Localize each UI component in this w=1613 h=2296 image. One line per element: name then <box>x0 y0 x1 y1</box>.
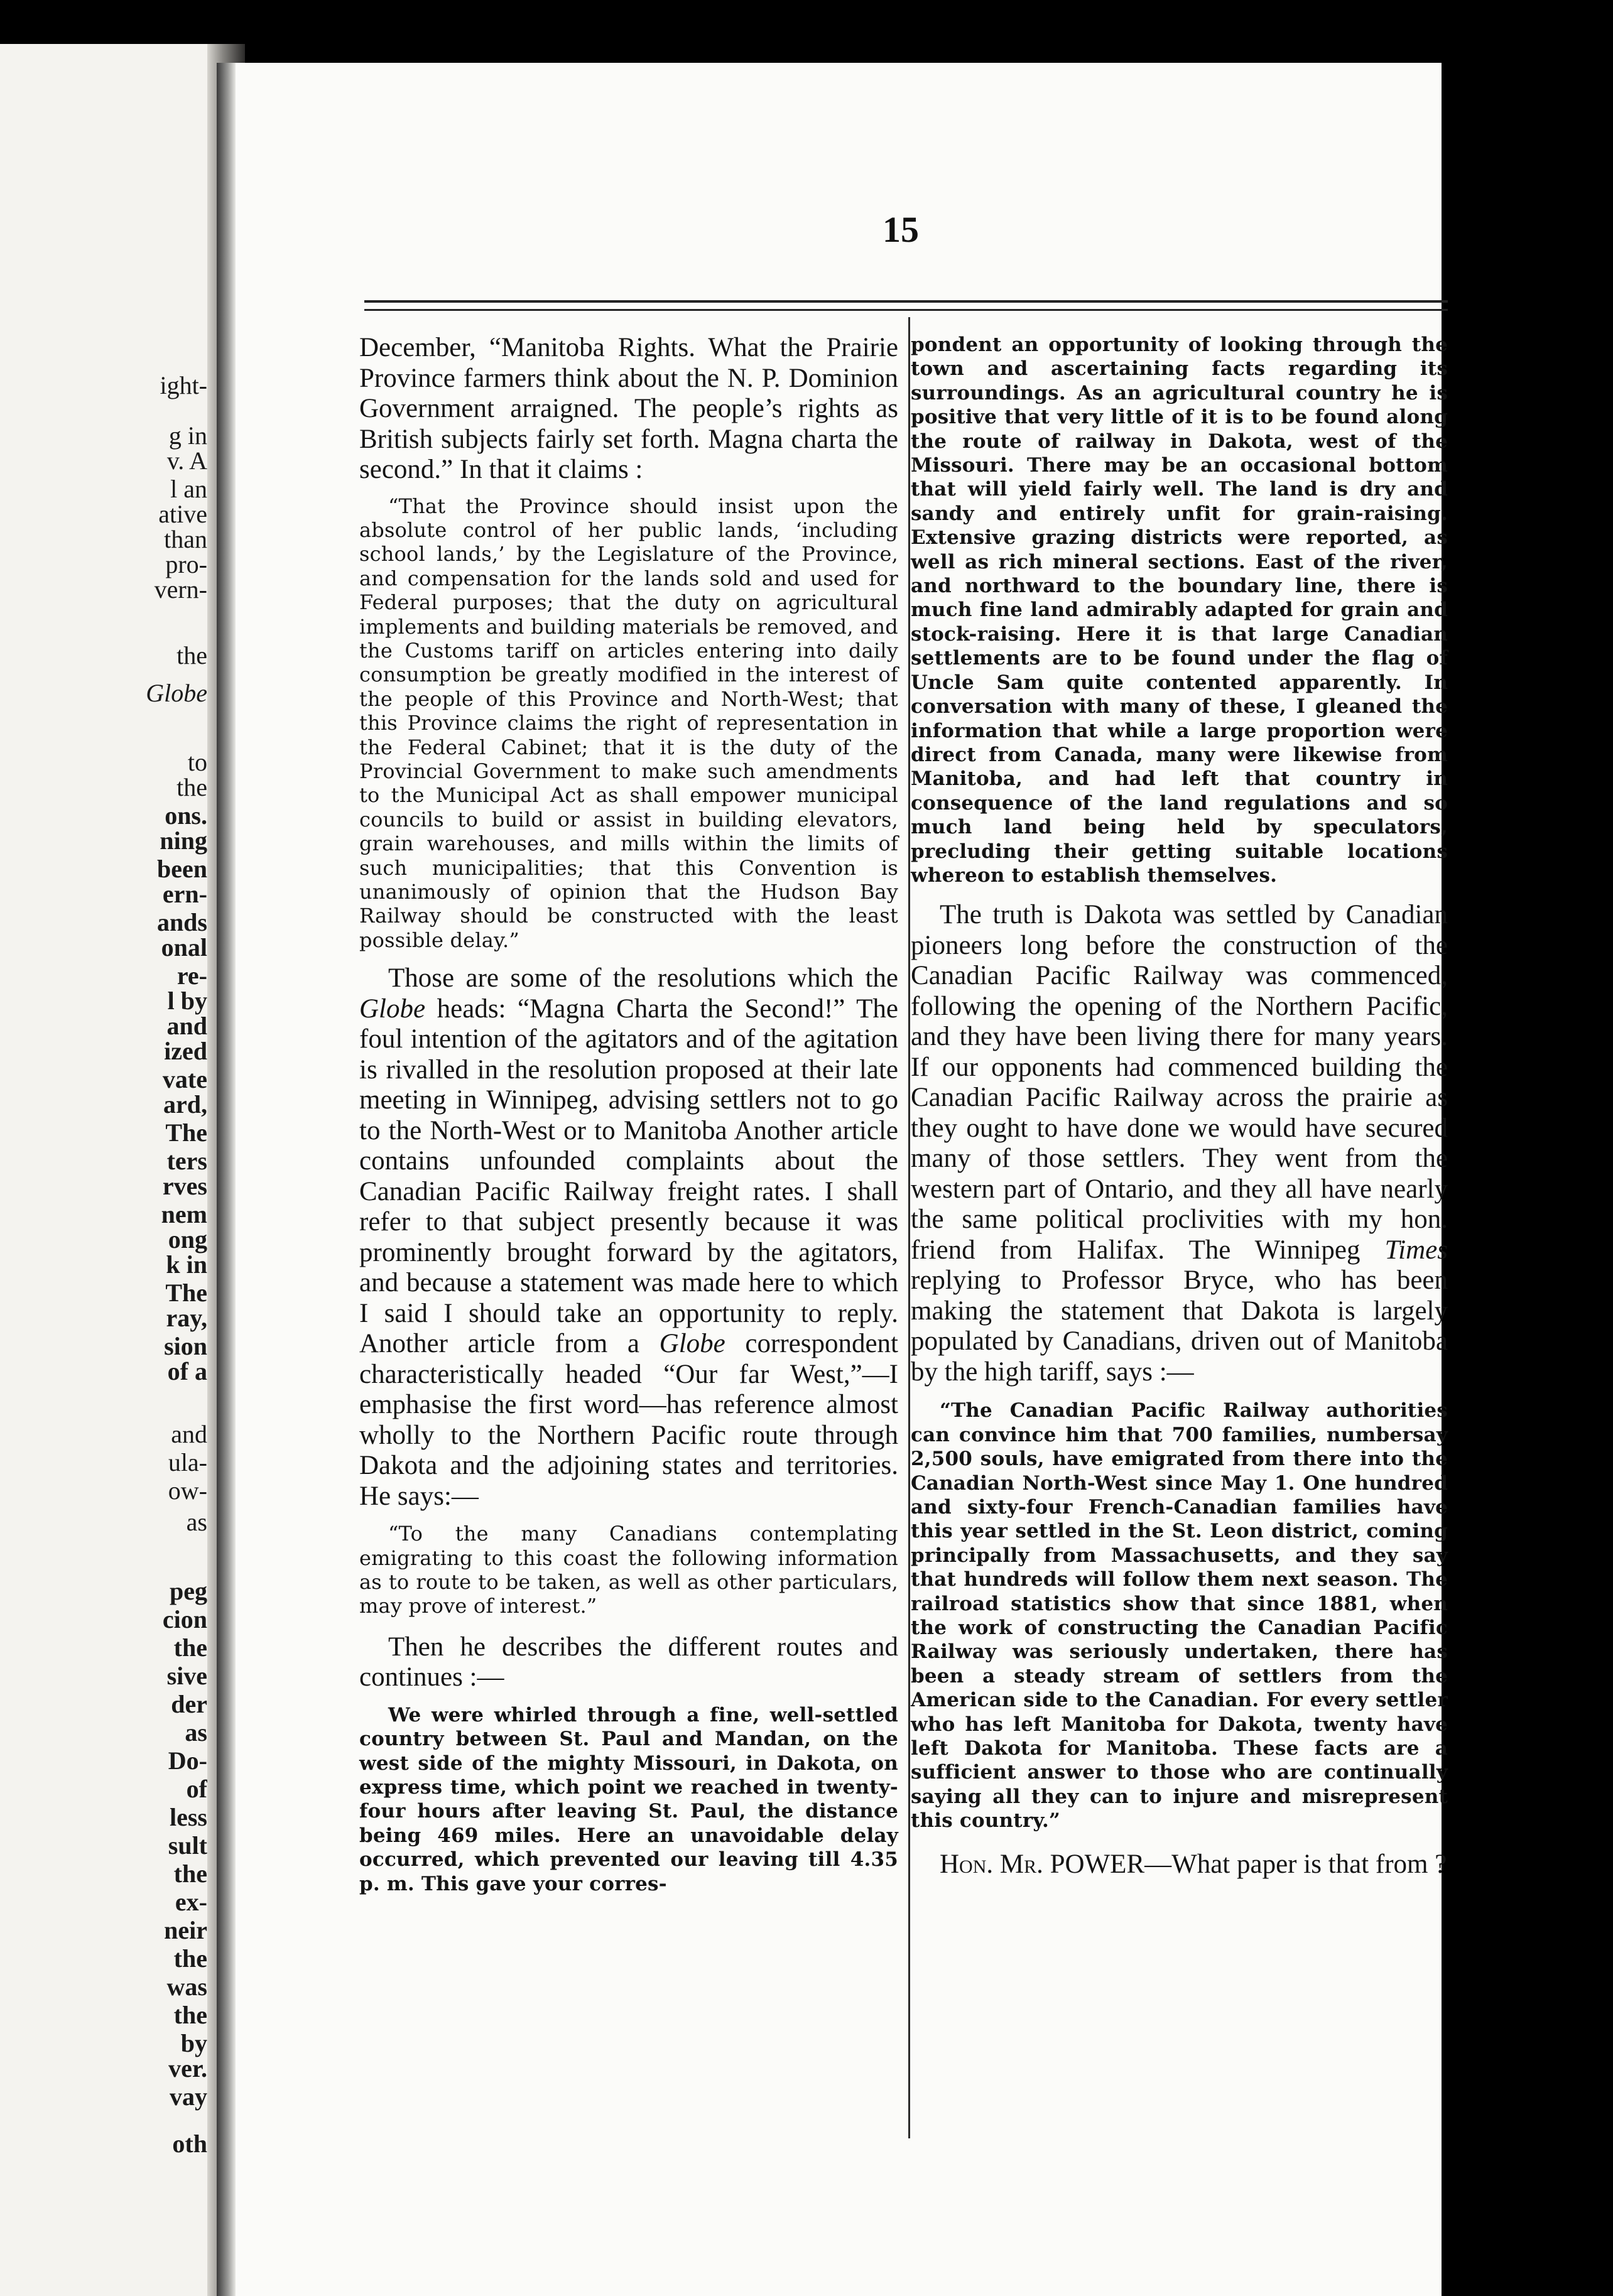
left-page-fragment: peg <box>170 1577 207 1605</box>
left-page-fragment: ters <box>166 1147 207 1175</box>
left-page-fragment: sult <box>168 1831 207 1860</box>
left-page-fragment: ands <box>156 908 207 936</box>
quote-whirled-through-continued: pondent an opportunity of looking through the town and ascertaining facts regarding its surroundings. As an agricultural country he is positive that very little of it is to be found along the route of railway in Dakota, west of the Missouri. There may be an occasional bottom that will yield fairly well. The land is dry and sandy and entirely unfit for grain-raising. Extensive grazing districts were reported, as well as rich mineral sections. East of the river, and northward to the boundary line, there is much fine land admirably adapted for grain and stock-raising. Here it is that large Canadian settlements are to be found under the flag of Uncle Sam quite contented apparently. In conversation with many of these, I gleaned the information that while a large proportion were direct from Canada, many were likewise from Manitoba, and had left that country in consequence of the land regulations and so much land being held by speculators, precluding their getting suitable locations whereon to establish themselves. <box>911 333 1448 887</box>
left-page-fragment: the <box>177 641 207 669</box>
left-page-fragment: and <box>171 1420 207 1448</box>
left-page-fragment: re- <box>177 961 207 990</box>
left-page-fragment: Globe <box>146 679 207 707</box>
left-page-fragment: ized <box>164 1037 207 1065</box>
left-page-fragment: by <box>180 2029 207 2057</box>
left-page-fragment: ight- <box>160 371 207 399</box>
left-page-fragment: nem <box>161 1200 207 1228</box>
left-page-fragment: ow- <box>168 1476 207 1505</box>
quote-cpr-authorities: “The Canadian Pacific Railway authorities can convince him that 700 families, numbersay 2,500 souls, have emigrated from there into the Canadian North-West since May 1. One hundred and sixty-four French-Canadian families have this year settled in the St. Leon district, coming principally from Massachusetts, and they say that hundreds will follow them next season. The railroad statistics show that since 1881, when the work of constructing the Canadian Pacific Railway was seriously undertaken, there has been a steady stream of settlers from the American side to the Canadian. For every settler who has left Manitoba for Dakota, twenty have left Dakota for Manitoba. These facts are a sufficient answer to those who are continually saying all they can to injure and misrepresent this country.” <box>911 1399 1448 1833</box>
left-page-fragment: been <box>157 855 207 883</box>
left-page-fragment: sion <box>164 1332 207 1360</box>
left-page-fragment: pro- <box>165 550 207 578</box>
left-page-fragment: of a <box>167 1357 207 1385</box>
left-page-fragment: ula- <box>168 1448 207 1476</box>
left-facing-page <box>0 44 220 2296</box>
left-page-fragment: k in <box>166 1250 207 1279</box>
header-rule <box>364 300 1448 303</box>
paragraph-routes: Then he describes the different routes and continues :— <box>359 1632 898 1692</box>
left-page-fragment: Do- <box>168 1746 207 1775</box>
left-page-fragment: ver. <box>168 2054 207 2082</box>
left-page-fragment: as <box>186 1508 207 1536</box>
paragraph-resolutions-commentary: Those are some of the resolutions which the Globe heads: “Magna Charta the Second!” The foul intention of the agitators and of the agitation is rivalled in the resolution proposed at their late meeting in Winnipeg, advising settlers not to go to the North-West or to Manitoba Another article contains unfounded complaints about the Canadian Pacific Railway freight rates. I shall refer to that subject presently because it was prominently brought forward by the agitators, and because a statement was made here to which I said I should take an opportunity to reply. Another article from a Globe correspondent characteristically headed “Our far West,”—I emphasise the first word—has reference almost wholly to the Northern Pacific route through Dakota and the adjoining states and territories. He says:— <box>359 963 898 1511</box>
left-page-fragment: the <box>173 2001 207 2029</box>
page-fold <box>217 63 236 2296</box>
left-page-fragment: less <box>170 1803 207 1831</box>
left-page-fragment: onal <box>161 933 207 961</box>
left-page-fragment: oth <box>172 2130 207 2158</box>
left-page-fragment: of <box>186 1775 207 1803</box>
left-page-fragment: vate <box>162 1065 207 1093</box>
left-column <box>359 333 898 1896</box>
left-page-fragment: neir <box>164 1916 207 1944</box>
quote-canadians-emigrating: “To the many Canadians contemplating emigrating to this coast the following information as to route to be taken, as well as other particulars, may prove of interest.” <box>359 1522 898 1618</box>
scan-right-border <box>1442 69 1613 2296</box>
column-divider <box>908 317 910 2138</box>
quote-resolutions: “That the Province should insist upon the absolute control of her public lands, ‘including school lands,’ by the Legislature of the Province, and compensation for the lands sold and used for Federal purposes; that the duty on agricultural implements and building materials be removed, and the Customs tariff on articles entering into daily consumption be greatly modified in the interest of the people of this Province and North-West; that this Province claims the right of representation in the Federal Cabinet; that it is the duty of the Provincial Government to make such amendments to the Municipal Act as shall empower municipal councils to build or assist in building elevators, grain warehouses, and mills within the limits of such municipalities; that this Convention is unanimously of opinion that the Hudson Bay Railway should be constructed with the least possible delay.” <box>359 494 898 952</box>
left-page-fragment: The <box>165 1118 207 1147</box>
left-page-fragment: ard, <box>163 1090 207 1118</box>
left-page-fragment: ray, <box>166 1304 207 1332</box>
left-page-fragment: vern- <box>154 575 207 604</box>
left-page-fragment: cion <box>162 1605 207 1633</box>
header-rule-secondary <box>364 309 1448 311</box>
left-page-fragment: the <box>177 773 207 801</box>
left-page-fragment: vay <box>170 2082 207 2111</box>
left-page-fragment: g in <box>168 421 207 450</box>
paragraph-dakota-settled: The truth is Dakota was settled by Canadian pioneers long before the construction of the Canadian Pacific Railway was commenced, following the opening of the Northern Pacific, and they have been living there for many years. If our opponents had commenced building the Canadian Pacific Railway across the prairie as they ought to have done we would have secured many of those settlers. They went from the western part of Ontario, and they all have nearly the same political proclivities with my hon. friend from Halifax. The Winnipeg Times replying to Professor Bryce, who has been making the statement that Dakota is largely populated by Canadians, driven out of Manitoba by the high tariff, says :— <box>911 900 1448 1387</box>
right-column <box>911 333 1448 1880</box>
paragraph-manitoba-rights: December, “Manitoba Rights. What the Prairie Province farmers think about the N. P. Dominion Government arraigned. The people’s rights as British subjects fairly set forth. Magna charta the second.” In that it claims : <box>359 333 898 484</box>
left-page-fragment: as <box>185 1718 207 1746</box>
left-page-fragment: l an <box>170 475 207 503</box>
left-page-fragment: was <box>166 1973 207 2001</box>
left-page-fragment: rves <box>162 1172 207 1200</box>
left-page-fragment: the <box>173 1944 207 1973</box>
left-page-fragment: l by <box>167 987 207 1015</box>
left-page-fragment: ative <box>158 500 207 528</box>
left-page-fragment: to <box>187 748 207 776</box>
left-page-fragment: ning <box>160 826 207 855</box>
left-page-fragment: ong <box>168 1225 207 1254</box>
left-page-fragment: v. A <box>166 447 207 475</box>
left-page-fragment: ons. <box>165 801 207 830</box>
left-page-fragment: ern- <box>162 880 207 908</box>
page-number: 15 <box>883 209 919 250</box>
left-page-fragment: der <box>171 1690 207 1718</box>
left-page-fragment: the <box>173 1860 207 1888</box>
left-page-fragment: ex- <box>175 1888 207 1916</box>
paragraph-power-question: Hon. Mr. POWER—What paper is that from ? <box>940 1849 1447 1879</box>
left-page-fragment: The <box>165 1279 207 1307</box>
left-page-fragment: the <box>173 1633 207 1662</box>
left-page-fragment: and <box>166 1012 207 1040</box>
left-page-fragment: sive <box>166 1662 207 1690</box>
quote-whirled-through: We were whirled through a fine, well-settled country between St. Paul and Mandan, on the west side of the mighty Missouri, in Dakota, on express time, which point we reached in twenty-four hours after leaving St. Paul, the distance being 469 miles. Here an unavoidable delay occurred, which prevented our leaving till 4.35 p. m. This gave your corres- <box>359 1703 898 1895</box>
left-page-fragment: than <box>164 525 207 553</box>
